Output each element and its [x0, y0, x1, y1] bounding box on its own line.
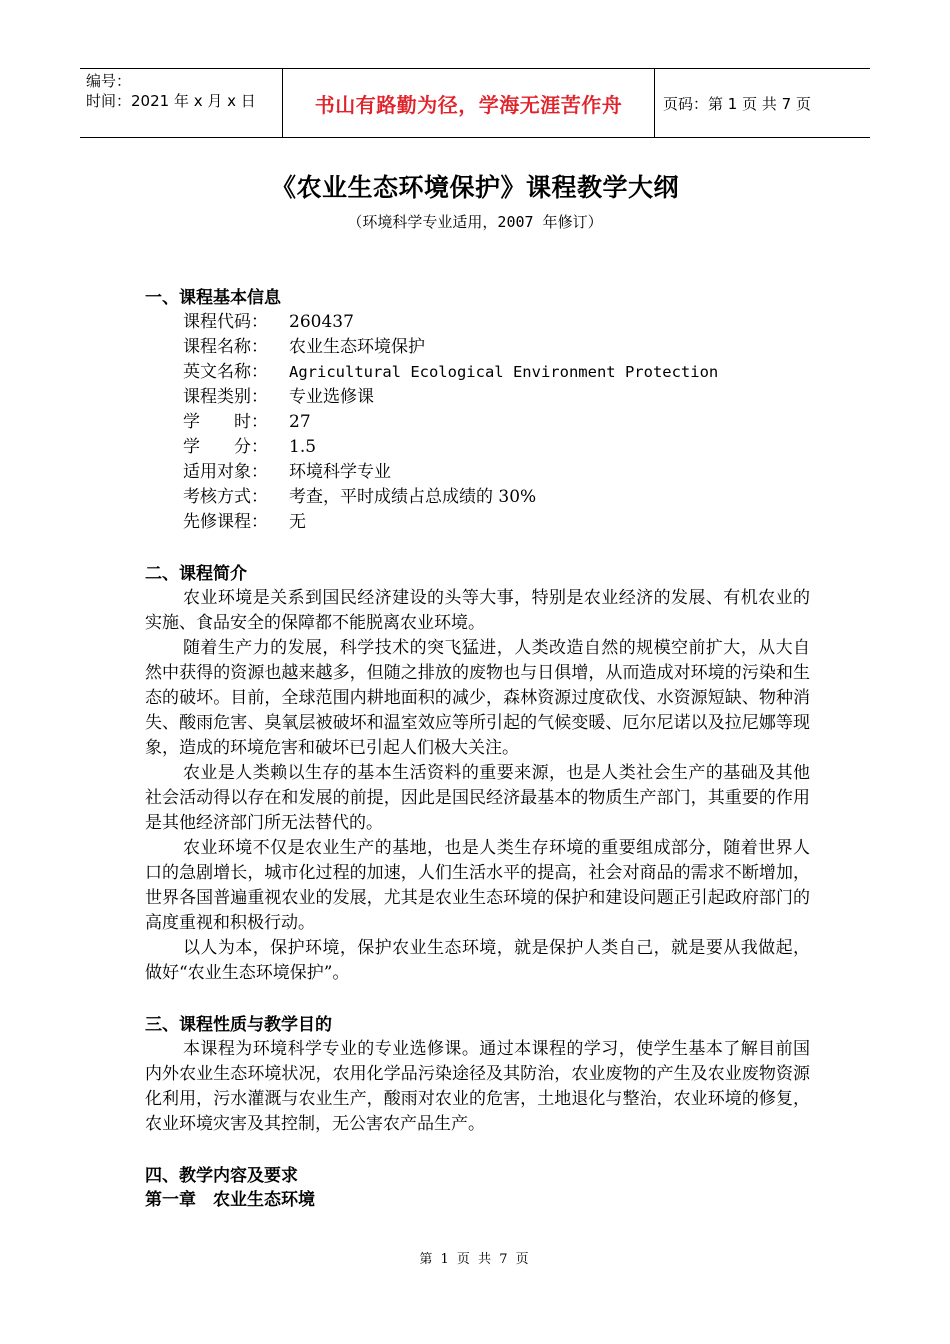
header-page-info — [655, 69, 870, 137]
info-value: 农业生态环境保护 — [289, 337, 425, 357]
info-row-prerequisite — [183, 510, 810, 535]
intro-paragraph: 农业环境不仅是农业生产的基地，也是人类生存环境的重要组成部分，随着世界人口的急剧增长，城市化过程的加速，人们生活水平的提高，社会对商品的需求不断增加，世界各国普遍重视农业的发展，尤其是农业生态环境的保护和建设问题正引起政府部门的高度重视和积极行动。 — [145, 838, 810, 933]
info-row-hours — [183, 410, 810, 435]
time-label: 时间：2021 年 x 月 x 日 — [86, 92, 256, 110]
info-key: 适用对象： — [183, 462, 268, 482]
info-value: 260437 — [289, 312, 354, 332]
nature-paragraph: 本课程为环境科学专业的专业选修课。通过本课程的学习，使学生基本了解目前国内外农业生态环境状况，农用化学品污染途径及其防治，农业废物的产生及农业废物资源化利用，污水灌溉与农业生产，酸雨对农业的危害，土地退化与整治，农业环境的修复，农业环境灾害及其控制，无公害农产品生产。 — [145, 1039, 810, 1134]
info-value: 27 — [289, 412, 311, 432]
info-value: 1.5 — [289, 437, 317, 457]
motto: 书山有路勤为径，学海无涯苦作舟 — [314, 92, 623, 117]
info-key: 英文名称： — [183, 362, 268, 382]
page-header — [80, 68, 870, 138]
section-heading-nature-purpose: 三、课程性质与教学目的 — [145, 1015, 332, 1035]
intro-paragraph: 以人为本，保护环境，保护农业生态环境，就是保护人类自己，就是要从我做起，做好“农业生态环境保护”。 — [145, 938, 810, 983]
info-row-english-name — [183, 360, 810, 385]
document-body — [145, 286, 810, 1213]
number-label: 编号： — [86, 72, 132, 90]
info-key: 课程类别： — [183, 387, 268, 407]
info-value: 环境科学专业 — [289, 462, 391, 482]
header-meta — [80, 69, 282, 137]
intro-paragraph: 随着生产力的发展，科学技术的突飞猛进，人类改造自然的规模空前扩大，从大自然中获得的资源也越来越多，但随之排放的废物也与日俱增，从而造成对环境的污染和生态的破坏。目前，全球范围内耕地面积的减少，森林资源过度砍伐、水资源短缺、物种消失、酸雨危害、臭氧层被破坏和温室效应等所引起的气候变暖、厄尔尼诺以及拉尼娜等现象，造成的环境危害和破坏已引起人们极大关注。 — [145, 638, 810, 758]
document-title: 《农业生态环境保护》课程教学大纲 — [270, 173, 679, 202]
section-heading-content: 四、教学内容及要求 — [145, 1166, 298, 1186]
chapter-heading: 第一章 农业生态环境 — [145, 1190, 315, 1210]
info-key: 学 时： — [183, 412, 268, 432]
course-info-list — [145, 310, 810, 535]
section-heading-basic-info: 一、课程基本信息 — [145, 288, 281, 308]
info-key: 课程代码： — [183, 312, 268, 332]
info-key: 先修课程： — [183, 512, 268, 532]
intro-paragraph: 农业环境是关系到国民经济建设的头等大事，特别是农业经济的发展、有机农业的实施、食品安全的保障都不能脱离农业环境。 — [145, 588, 810, 633]
info-key: 学 分： — [183, 437, 268, 457]
page-footer: 第 1 页 共 7 页 — [419, 1252, 531, 1267]
info-row-category — [183, 385, 810, 410]
info-key: 考核方式： — [183, 487, 268, 507]
header-motto-cell — [282, 69, 655, 137]
info-value: 考查，平时成绩占总成绩的 30% — [289, 487, 537, 507]
info-value: Agricultural Ecological Environment Protection — [289, 363, 719, 381]
document-subtitle: （环境科学专业适用，2007 年修订） — [347, 213, 603, 231]
info-row-credits — [183, 435, 810, 460]
intro-paragraph: 农业是人类赖以生存的基本生活资料的重要来源，也是人类社会生产的基础及其他社会活动得以存在和发展的前提，因此是国民经济最基本的物质生产部门，其重要的作用是其他经济部门所无法替代的。 — [145, 763, 810, 833]
info-row-name — [183, 335, 810, 360]
info-row-code — [183, 310, 810, 335]
info-row-audience — [183, 460, 810, 485]
page-info: 页码：第 1 页 共 7 页 — [663, 94, 811, 113]
info-value: 无 — [289, 512, 306, 532]
info-row-assessment — [183, 485, 810, 510]
info-value: 专业选修课 — [289, 387, 374, 407]
section-heading-introduction: 二、课程简介 — [145, 564, 247, 584]
info-key: 课程名称： — [183, 337, 268, 357]
